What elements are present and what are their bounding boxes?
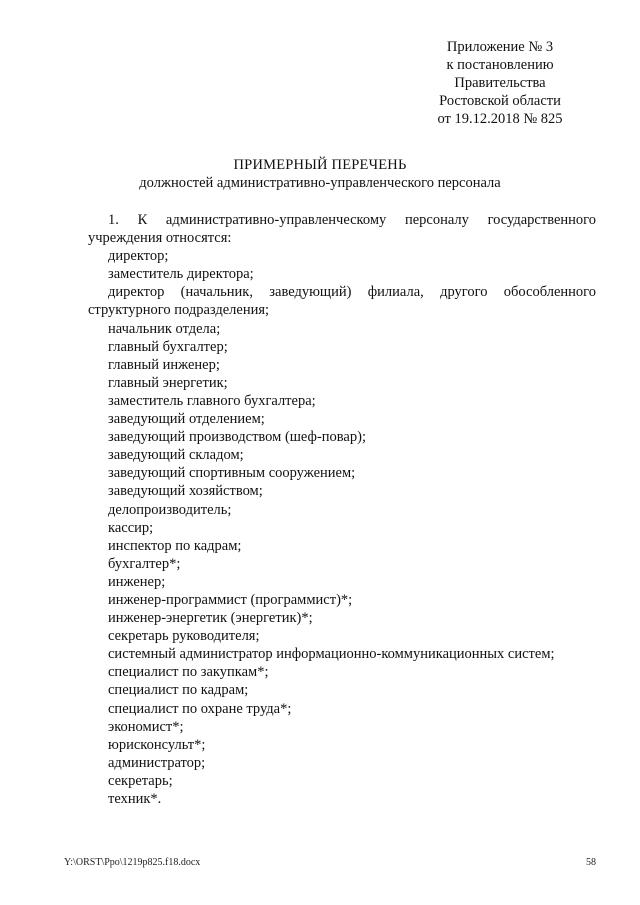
list-item: специалист по закупкам*;	[108, 664, 269, 681]
list-item: специалист по охране труда*;	[108, 700, 292, 717]
document-subtitle: должностей административно-управленческого персонала	[139, 175, 501, 191]
intro-paragraph: 1. К административно-управленческому персоналу государственного учреждения относятся:	[88, 212, 596, 247]
appendix-line-5: от 19.12.2018 № 825	[437, 111, 563, 127]
list-item: делопроизводитель;	[108, 501, 232, 518]
list-item: главный инженер;	[108, 356, 220, 373]
list-item: администратор;	[108, 754, 206, 771]
list-item: специалист по кадрам;	[108, 682, 249, 699]
list-item: юрисконсульт*;	[108, 736, 206, 753]
appendix-line-2: к постановлению	[446, 57, 554, 73]
list-item: главный энергетик;	[108, 374, 228, 391]
list-item: кассир;	[108, 519, 154, 536]
appendix-header	[400, 38, 600, 128]
list-item: инженер;	[108, 573, 166, 590]
list-item: инженер-программист (программист)*;	[108, 591, 353, 608]
list-item: секретарь;	[108, 772, 173, 789]
list-item: главный бухгалтер;	[108, 338, 228, 355]
list-item: заведующий производством (шеф-повар);	[108, 429, 366, 446]
appendix-line-4: Ростовской области	[439, 93, 561, 109]
list-item: заведующий складом;	[108, 447, 244, 464]
list-item: системный администратор информационно-коммуникационных систем;	[108, 646, 555, 663]
appendix-line-1: Приложение № 3	[446, 39, 554, 55]
appendix-line-3: Правительства	[454, 75, 546, 91]
list-item: заместитель главного бухгалтера;	[108, 392, 316, 409]
list-item: директор (начальник, заведующий) филиала, другого обособленного структурного подразделения;	[88, 284, 596, 319]
footer-file-path: Y:\ORST\Ppo\1219p825.f18.docx	[64, 857, 201, 868]
list-item: инспектор по кадрам;	[108, 537, 242, 554]
list-item: инженер-энергетик (энергетик)*;	[108, 610, 313, 627]
list-item: экономист*;	[108, 718, 184, 735]
list-item: начальник отдела;	[108, 320, 221, 337]
document-body	[88, 211, 596, 808]
document-title: ПРИМЕРНЫЙ ПЕРЕЧЕНЬ	[233, 157, 407, 173]
list-item: заведующий хозяйством;	[108, 483, 263, 500]
list-item: директор;	[108, 248, 169, 265]
list-item: заведующий спортивным сооружением;	[108, 465, 356, 482]
list-item: заместитель директора;	[108, 266, 254, 283]
list-item: заведующий отделением;	[108, 411, 265, 428]
footer-page-number: 58	[586, 857, 596, 868]
list-item: бухгалтер*;	[108, 555, 181, 572]
list-item: техник*.	[108, 791, 162, 807]
list-item: секретарь руководителя;	[108, 628, 260, 645]
